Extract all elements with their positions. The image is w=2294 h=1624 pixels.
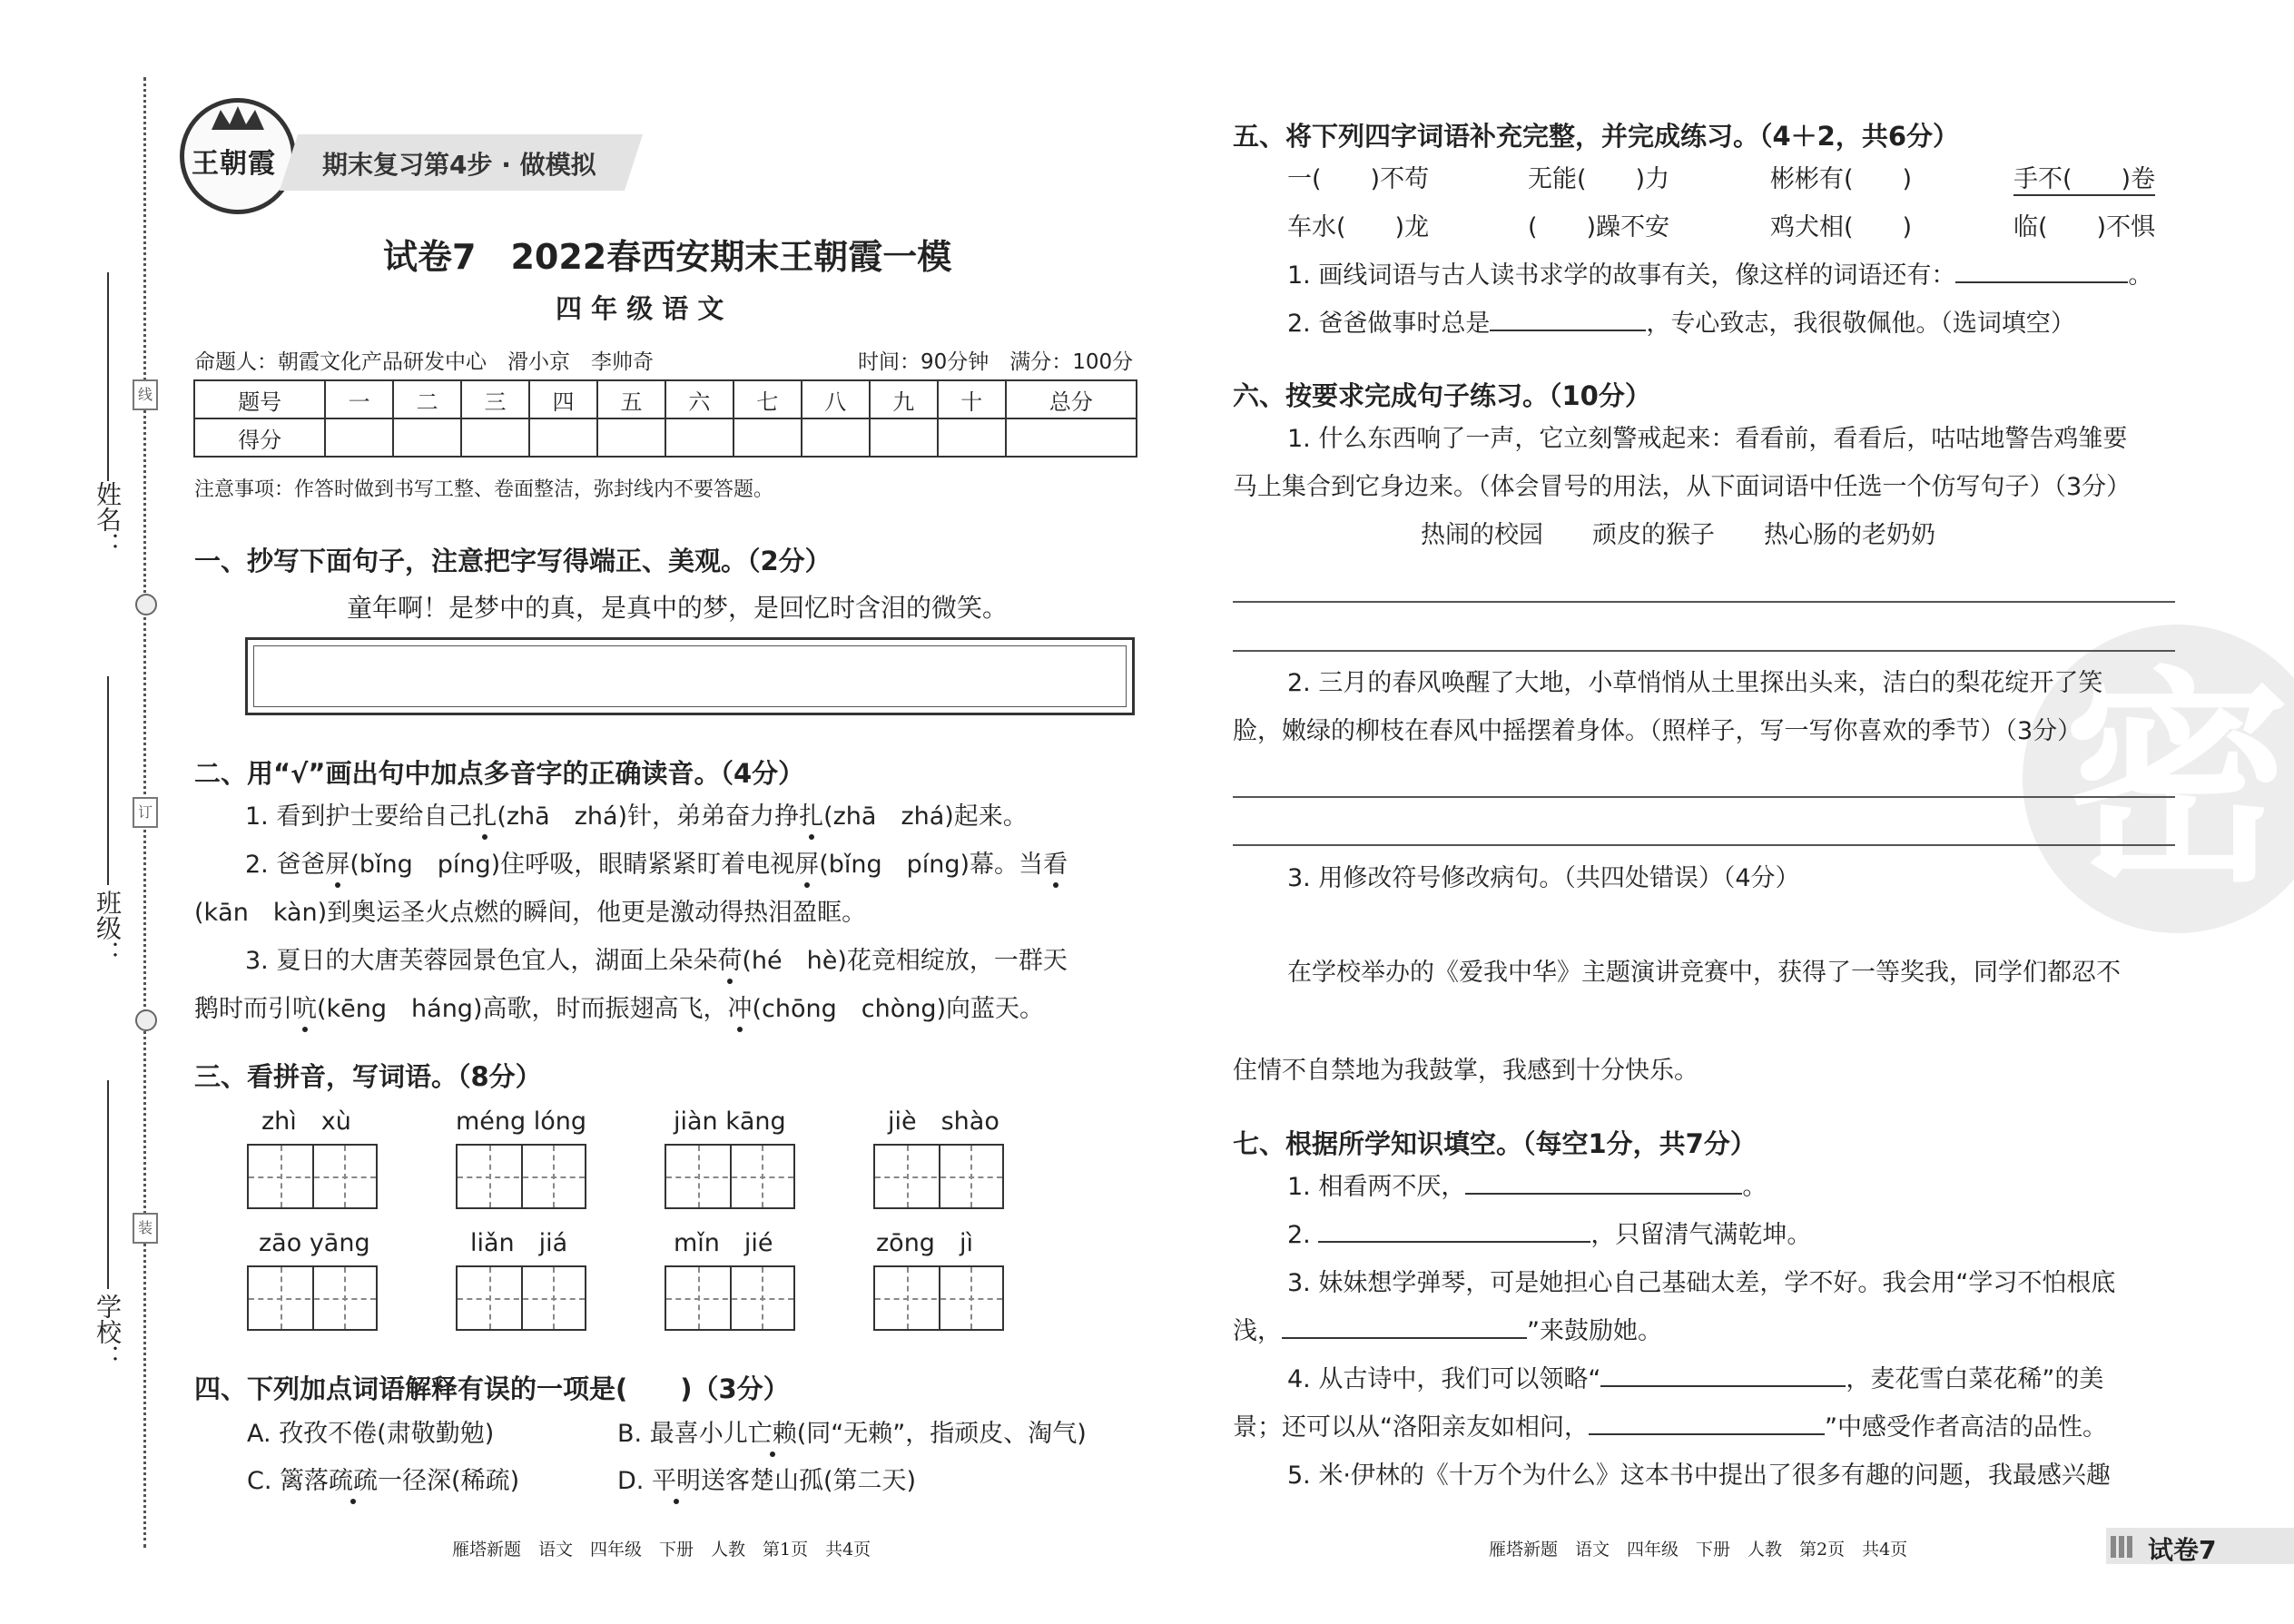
q6-heading: 六、按要求完成句子练习。（10分） [1233,380,1651,411]
grid-mark-icon [2111,1536,2132,1558]
q7-item3a: 3. 妹妹想学弹琴，可是她担心自己基础太差，学不好。我会用“学习不怕根底 [1287,1269,2116,1297]
score-input[interactable] [461,418,529,457]
dotted-char: 荷 [717,947,743,975]
footer-left: 雁塔新题 语文 四年级 下册 人教 第1页 共4页 [452,1540,871,1560]
answer-line[interactable] [1233,650,2175,652]
dotted-char: 冲 [727,995,753,1023]
writing-grid[interactable] [247,1144,378,1209]
pinyin-label: méng lóng [456,1107,587,1136]
banner-text: 期末复习第4步 · 做模拟 [322,150,596,180]
dotted-word: 平明 [651,1467,701,1495]
name-field[interactable] [107,272,109,481]
seal-char-ding: 订 [133,797,158,828]
score-table-score-row [194,418,1137,457]
q7-heading: 七、根据所学知识填空。（每空1分，共7分） [1233,1128,1757,1159]
idiom: 车水( )龙 [1287,213,1430,241]
score-cell: 三 [461,380,529,418]
text: (kēng háng)高歌，时而振翅高飞， [317,995,728,1023]
q6-p2b: 脸，嫩绿的柳枝在春风中摇摆着身体。（照样子，写一写你喜欢的季节）（3分） [1233,717,2082,745]
idiom: 鸡犬相( ) [1770,213,1913,241]
text: 1. 看到护士要给自己 [245,802,473,831]
dotted-word: 疏疏 [329,1467,379,1495]
text: ，专心致志，我很敬佩他。（选词填空） [1646,310,2075,338]
q7-item4b [1233,1413,2107,1442]
answer-blank[interactable] [1465,1193,1742,1195]
q2-line5 [194,995,1044,1024]
seal-char-line: 线 [133,379,158,410]
text: ，麦花雪白菜花稀”的美 [1846,1365,2104,1393]
exam-subtitle: 四 年 级 语 文 [556,293,724,324]
q5-heading: 五、将下列四字词语补充完整，并完成练习。（4＋2，共6分） [1233,121,1960,152]
text: (zhā zhá)起来。 [823,802,1028,831]
answer-blank[interactable] [1490,330,1646,331]
binding-hole [135,594,157,615]
q4-heading: 四、下列加点词语解释有误的一项是( )（3分） [194,1373,790,1404]
q4-option-d [617,1467,916,1496]
brand-logo [180,98,296,214]
q7-item1 [1287,1173,1767,1202]
text: (hé hè)花竞相绽放，一群天 [742,947,1068,975]
score-cell: 总分 [1006,380,1137,418]
writing-grid[interactable] [247,1265,378,1331]
school-label: 学校： [93,1294,123,1370]
text: 浅， [1233,1317,1282,1345]
text: ，只留清气满乾坤。 [1590,1221,1812,1249]
binding-hole [135,1009,157,1031]
q7-item5: 5. 米·伊林的《十万个为什么》这本书中提出了很多有趣的问题，我最感兴趣 [1287,1462,2111,1490]
q1-heading: 一、抄写下面句子，注意把字写得端正、美观。（2分） [194,546,832,576]
text: (chōng chòng)向蓝天。 [752,995,1045,1023]
q7-item3b [1233,1317,1662,1346]
exam-title: 试卷7 2022春西安期末王朝霞一模 [383,237,952,277]
text: (bǐng píng)住呼吸，眼睛紧紧盯着电视 [350,851,795,879]
answer-blank[interactable] [1955,281,2128,283]
score-cell: 六 [665,380,733,418]
text: 4. 从古诗中，我们可以领略“ [1287,1365,1601,1393]
authors: 命题人：朝霞文化产品研发中心 滑小京 李帅奇 [194,350,654,374]
seal-char-zhuang: 装 [133,1213,158,1244]
text: 景；还可以从“洛阳亲友如相问， [1233,1413,1589,1442]
q1-writing-box[interactable] [245,637,1135,715]
pinyin-label: liǎn jiá [470,1229,568,1257]
idiom-underlined: 手不( )卷 [2013,165,2155,196]
idiom: 彬彬有( ) [1770,165,1913,193]
dotted-char: 吭 [292,995,317,1023]
writing-grid[interactable] [873,1265,1004,1331]
pinyin-label: zōng jì [876,1229,973,1257]
idiom: ( )躁不安 [1528,213,1670,241]
score-cell: 七 [733,380,802,418]
footer-right: 雁塔新题 语文 四年级 下册 人教 第2页 共4页 [1489,1540,1908,1560]
text: 送客楚山孤(第二天) [700,1467,917,1495]
answer-blank[interactable] [1589,1433,1825,1435]
text: 1. 画线词语与古人读书求学的故事有关，像这样的词语还有： [1287,261,1956,290]
score-cell: 四 [529,380,597,418]
pinyin-label: mǐn jié [674,1229,773,1257]
q7-item2 [1287,1221,1811,1250]
score-table [193,379,1137,458]
score-input[interactable] [1006,418,1137,457]
pinyin-label: zāo yāng [259,1229,370,1257]
score-cell: 二 [393,380,461,418]
text: D. [617,1467,652,1495]
q2-heading: 二、用“√”画出句中加点多音字的正确读音。（4分） [194,758,805,789]
writing-grid[interactable] [665,1144,795,1209]
text: 一径深(稀疏) [378,1467,520,1495]
score-input[interactable] [802,418,870,457]
text: (bǐng píng)幕。当 [819,851,1044,879]
text: 3. 夏日的大唐芙蓉园景色宜人，湖面上朵朵 [245,947,718,975]
dotted-char: 看 [1043,851,1068,879]
dotted-char: 屏 [794,851,820,879]
score-cell: 一 [325,380,393,418]
q1-inner-box [253,645,1127,707]
idiom: 临( )不惧 [2013,213,2156,241]
time-score: 时间：90分钟 满分：100分 [858,350,1134,374]
text: 鹅时而引 [194,995,292,1023]
score-row-label: 得分 [194,418,325,457]
q4-option-a: A. 孜孜不倦(肃敬勤勉) [247,1420,495,1448]
pinyin-label: jiè shào [888,1107,999,1136]
brand-name: 王朝霞 [192,148,276,180]
score-cell: 十 [938,380,1006,418]
answer-blank[interactable] [1318,1241,1590,1243]
score-input[interactable] [325,418,393,457]
q1-sentence: 童年啊！是梦中的真，是真中的梦，是回忆时含泪的微笑。 [347,593,1009,623]
score-table-header-row [194,380,1137,418]
q6-p3-sentence-1: 在学校举办的《爱我中华》主题演讲竞赛中，获得了一等奖我，同学们都忍不 [1287,959,2121,987]
q5-sub1 [1287,261,2152,290]
score-cell: 题号 [194,380,325,418]
q6-p3-sentence-2: 住情不自禁地为我鼓掌，我感到十分快乐。 [1233,1057,1698,1085]
answer-blank[interactable] [1282,1337,1527,1339]
score-input[interactable] [665,418,733,457]
q6-p1b: 马上集合到它身边来。（体会冒号的用法，从下面词语中任选一个仿写句子）（3分） [1233,473,2132,501]
text: 1. 相看两不厌， [1287,1173,1466,1201]
text: ”来鼓励她。 [1527,1317,1662,1345]
text: C. 篱落 [247,1467,330,1495]
text: 2. 爸爸做事时总是 [1287,310,1491,338]
score-cell: 九 [870,380,938,418]
score-input[interactable] [870,418,938,457]
text: ”中感受作者高洁的品性。 [1825,1413,2107,1442]
dotted-char: 扎 [472,802,497,831]
dotted-word: 亡赖 [747,1420,797,1448]
q3-heading: 三、看拼音，写词语。（8分） [194,1061,542,1092]
writing-grid[interactable] [665,1265,795,1331]
q2-line2 [245,851,1068,880]
score-input[interactable] [733,418,802,457]
answer-line[interactable] [1233,844,2175,846]
idiom: 一( )不苟 [1287,165,1430,193]
q6-p1a: 1. 什么东西响了一声，它立刻警戒起来：看看前，看看后，咕咕地警告鸡雏要 [1287,425,2128,453]
text: (同“无赖”，指顽皮、淘气) [796,1420,1087,1448]
pinyin-label: zhì xù [261,1107,351,1136]
q2-line1 [245,802,1028,832]
answer-line[interactable] [1233,601,2175,603]
q6-p2a: 2. 三月的春风唤醒了大地，小草悄悄从土里探出头来，洁白的梨花绽开了笑 [1287,669,2103,697]
q2-line3: (kān kàn)到奥运圣火点燃的瞬间，他更是激动得热泪盈眶。 [194,899,867,927]
q2-line4 [245,947,1068,976]
pinyin-label: jiàn kāng [674,1107,786,1136]
notice: 注意事项：作答时做到书写工整、卷面整洁，弥封线内不要答题。 [194,478,774,501]
class-field[interactable] [107,676,109,885]
score-input[interactable] [529,418,597,457]
text: 2. 爸爸 [245,851,326,879]
class-label: 班级： [93,890,123,966]
q4-option-c [247,1467,519,1496]
writing-grid[interactable] [456,1144,586,1209]
writing-grid[interactable] [456,1265,586,1331]
q4-option-b [617,1420,1087,1449]
writing-grid[interactable] [873,1144,1004,1209]
score-cell: 五 [597,380,665,418]
school-field[interactable] [107,1080,109,1289]
text: 。 [1742,1173,1767,1201]
q5-sub2 [1287,310,2075,339]
dotted-char: 屏 [325,851,350,879]
q6-p3: 3. 用修改符号修改病句。（共四处错误）（4分） [1287,864,1800,892]
paper-tag: 试卷7 [2148,1535,2217,1565]
score-cell: 八 [802,380,870,418]
score-input[interactable] [938,418,1006,457]
q6-word-choices: 热闹的校园 顽皮的猴子 热心肠的老奶奶 [1421,521,1935,549]
watermark: 密 [2023,625,2294,933]
idiom: 无能( )力 [1528,165,1670,193]
dotted-char: 扎 [799,802,824,831]
text: 2. [1287,1221,1319,1249]
q7-item4a [1287,1365,2103,1394]
score-input[interactable] [597,418,665,457]
text: 。 [2128,261,2153,290]
text: B. 最喜小儿 [617,1420,748,1448]
answer-blank[interactable] [1600,1385,1846,1387]
score-input[interactable] [393,418,461,457]
text: (zhā zhá)针，弟弟奋力挣 [497,802,800,831]
answer-line[interactable] [1233,796,2175,798]
name-label: 姓名： [93,481,123,557]
